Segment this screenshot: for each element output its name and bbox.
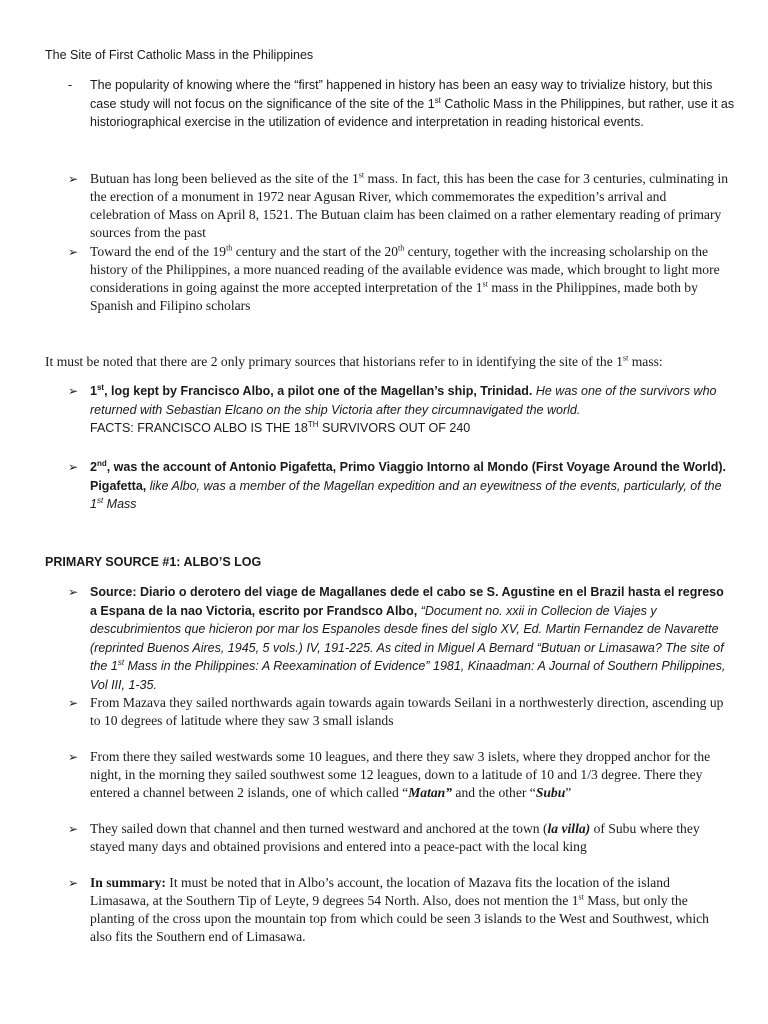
summary-paragraph: In summary: It must be noted that in Albo’s account, the location of Mazava fits the location of the island Limasawa, at the Southern Tip of Leyte, 9 degrees 54 North. Also, does not mention the 1st Mass, but only the planting of the cross upon the mountain top from which could be seen 3 islands to the West and Southwest, which also fits the Southern end of Limasawa.	[90, 875, 709, 944]
arrow-bullet-icon: ➢	[68, 822, 79, 836]
arrow-bullet-icon: ➢	[68, 750, 79, 764]
butuan-paragraph: Butuan has long been believed as the site of the 1st mass. In fact, this has been the case for 3 centuries, culminating in the erection of a monument in 1972 near Agusan River, which commemorates the expedition’s arrival and celebration of Mass on April 8, 1521. The Butuan claim has been claimed on a rather elementary reading of primary sources from the past	[90, 170, 729, 240]
albo-source-item: 1st, log kept by Francisco Albo, a pilot one of the Magellan’s ship, Trinidad. He was one of the survivors who returned with Sebastian Elcano on the ship Victoria after they circumnavigated the world. FACTS: FRANCISCO ALBO IS THE 18TH SURVIVORS OUT OF 240	[90, 382, 717, 435]
arrow-bullet-icon: ➢	[68, 245, 79, 259]
arrow-bullet-icon: ➢	[68, 384, 79, 398]
mazava-paragraph: From Mazava they sailed northwards again towards again towards Seilani in a northwesterly direction, ascending up to 10 degrees of latitude where they saw 3 small islands	[90, 695, 724, 728]
source-citation: Source: Diario o derotero del viage de Magallanes dede el cabo se S. Agustine en el Brazil hasta el regreso a Espana de la nao Victoria, escrito por Frandsco Albo, “Document no. xxii in Collecion de Viajes y descubrimientos que hicieron por mar los Espanoles desde fines del siglo XV, Ed. Martin Fernandez de Navarette (reprinted Buenos Aires, 1945, 5 vols.) IV, 191-225. As cited in Miguel A Bernard “Butuan or Limasawa? The site of the 1st Mass in the Philippines: A Reexamination of Evidence” 1981, Kinaadman: A Journal of Southern Philippines, Vol III, 1-35.	[90, 585, 726, 692]
channel-paragraph: They sailed down that channel and then turned westward and anchored at the town (la villa) of Subu where they stayed many days and obtained provisions and entered into a peace-pact with the local king	[90, 821, 700, 854]
sources-intro: It must be noted that there are 2 only primary sources that historians refer to in identifying the site of the 1st mass:	[45, 353, 663, 369]
arrow-bullet-icon: ➢	[68, 585, 79, 599]
arrow-bullet-icon: ➢	[68, 876, 79, 890]
dash-bullet: -	[68, 78, 73, 92]
arrow-bullet-icon: ➢	[68, 172, 79, 186]
section-heading: PRIMARY SOURCE #1: ALBO’S LOG	[45, 555, 262, 569]
westwards-paragraph: From there they sailed westwards some 10 leagues, and there they saw 3 islets, where they dropped anchor for the night, in the morning they sailed southwest some 12 leagues, down to a latitude of 10 and 1/3 degree. There they entered a channel between 2 islands, one of which called “Matan” and the other “Subu”	[90, 749, 711, 800]
intro-paragraph: The popularity of knowing where the “first” happened in history has been an easy way to trivialize history, but this case study will not focus on the significance of the site of the 1st Catholic Mass in the Philippines, but rather, use it as historiographical exercise in the utilization of evidence and interpretation in reading historical events.	[90, 78, 735, 129]
toward-paragraph: Toward the end of the 19th century and the start of the 20th century, together with the increasing scholarship on the history of the Philippines, a more nuanced reading of the available evidence was made, which brought to light more considerations in going against the more accepted interpretation of the 1st mass in the Philippines, made both by Spanish and Filipino scholars	[90, 243, 720, 313]
document-title: The Site of First Catholic Mass in the Philippines	[45, 48, 314, 62]
pigafetta-source-item: 2nd, was the account of Antonio Pigafetta, Primo Viaggio Intorno al Mondo (First Voyage Around the World). Pigafetta, like Albo, was a member of the Magellan expedition and an eyewitness of the events, particularly, of the 1st Mass	[90, 458, 726, 511]
arrow-bullet-icon: ➢	[68, 696, 79, 710]
arrow-bullet-icon: ➢	[68, 460, 79, 474]
